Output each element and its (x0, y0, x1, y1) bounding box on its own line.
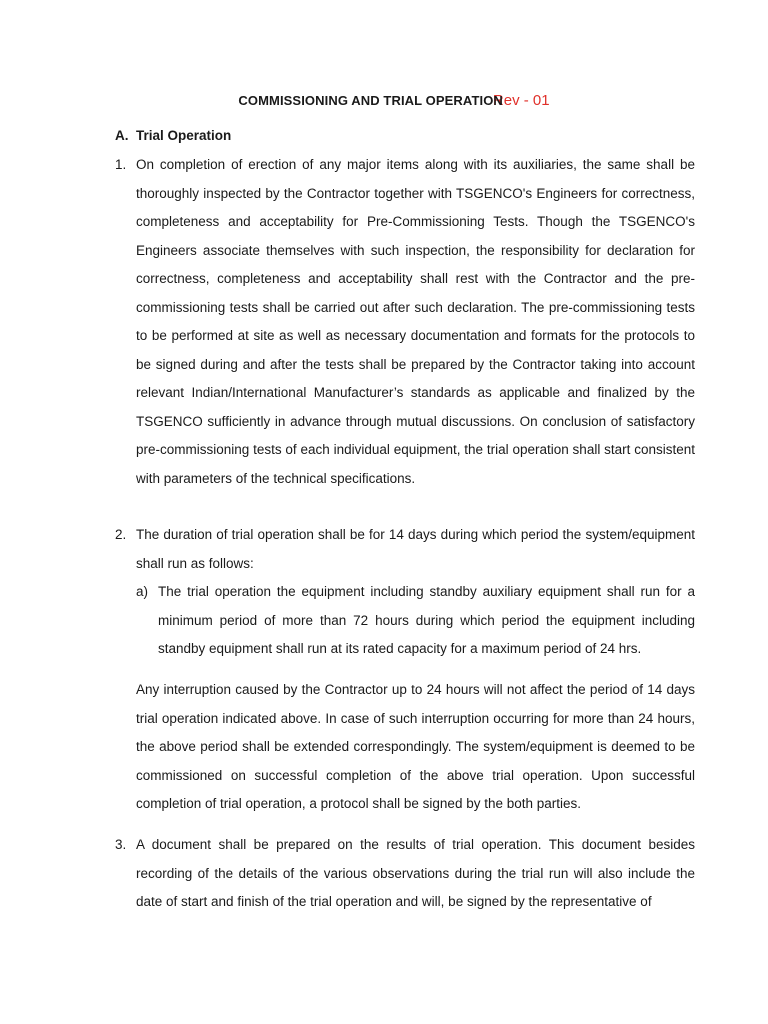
list-item-3 (115, 831, 695, 917)
list-item-number: 3. (115, 837, 127, 852)
list-item-2 (115, 521, 695, 578)
list-item-text: On completion of erection of any major items along with its auxiliaries, the same shall be thoroughly inspected by the Contractor together with TSGENCO's Engineers for correctness, completeness and acceptability for Pre-Commissioning Tests. Though the TSGENCO's Engineers associate themselves with such inspection, the responsibility for declaration for correctness, completeness and acceptability shall rest with the Contractor and the pre-commissioning tests shall be carried out after such declaration. The pre-commissioning tests to be performed at site as well as necessary documentation and formats for the protocols to be signed during and after the tests shall be prepared by the Contractor taking into account relevant Indian/International Manufacturer’s standards as applicable and finalized by the TSGENCO sufficiently in advance through mutual discussions. On conclusion of satisfactory pre-commissioning tests of each individual equipment, the trial operation shall start consistent with parameters of the technical specifications. (136, 157, 695, 486)
interruption-paragraph: Any interruption caused by the Contractor up to 24 hours will not affect the period of 14 days trial operation indicated above. In case of such interruption occurring for more than 24 hours, the above period shall be extended correspondingly. The system/equipment is deemed to be commissioned on successful completion of the above trial operation. Upon successful completion of trial operation, a protocol shall be signed by the both parties. (136, 682, 695, 811)
section-title: Trial Operation (136, 128, 232, 143)
list-item-1 (115, 151, 695, 493)
sub-item-label: a) (136, 584, 149, 599)
list-item-text: A document shall be prepared on the results of trial operation. This document besides recording of the details of the various observations during the trial run will also include the date of start and finish of the trial operation and will, be signed by the representative of (136, 837, 695, 909)
revision-label: Rev - 01 (492, 92, 550, 109)
document-title: COMMISSIONING AND TRIAL OPERATION (238, 93, 503, 108)
sub-item-text: The trial operation the equipment including standby auxiliary equipment shall run for a minimum period of more than 72 hours during which period the equipment including standby equipment shall run at its rated capacity for a maximum period of 24 hrs. (158, 584, 695, 656)
title-line (0, 92, 768, 110)
section-label: A. (115, 128, 129, 143)
sub-item-a (136, 578, 695, 664)
list-item-number: 1. (115, 157, 127, 172)
section-heading (115, 128, 231, 143)
list-item-text: The duration of trial operation shall be for 14 days during which period the system/equipment shall run as follows: (136, 527, 695, 571)
list-item-number: 2. (115, 527, 127, 542)
